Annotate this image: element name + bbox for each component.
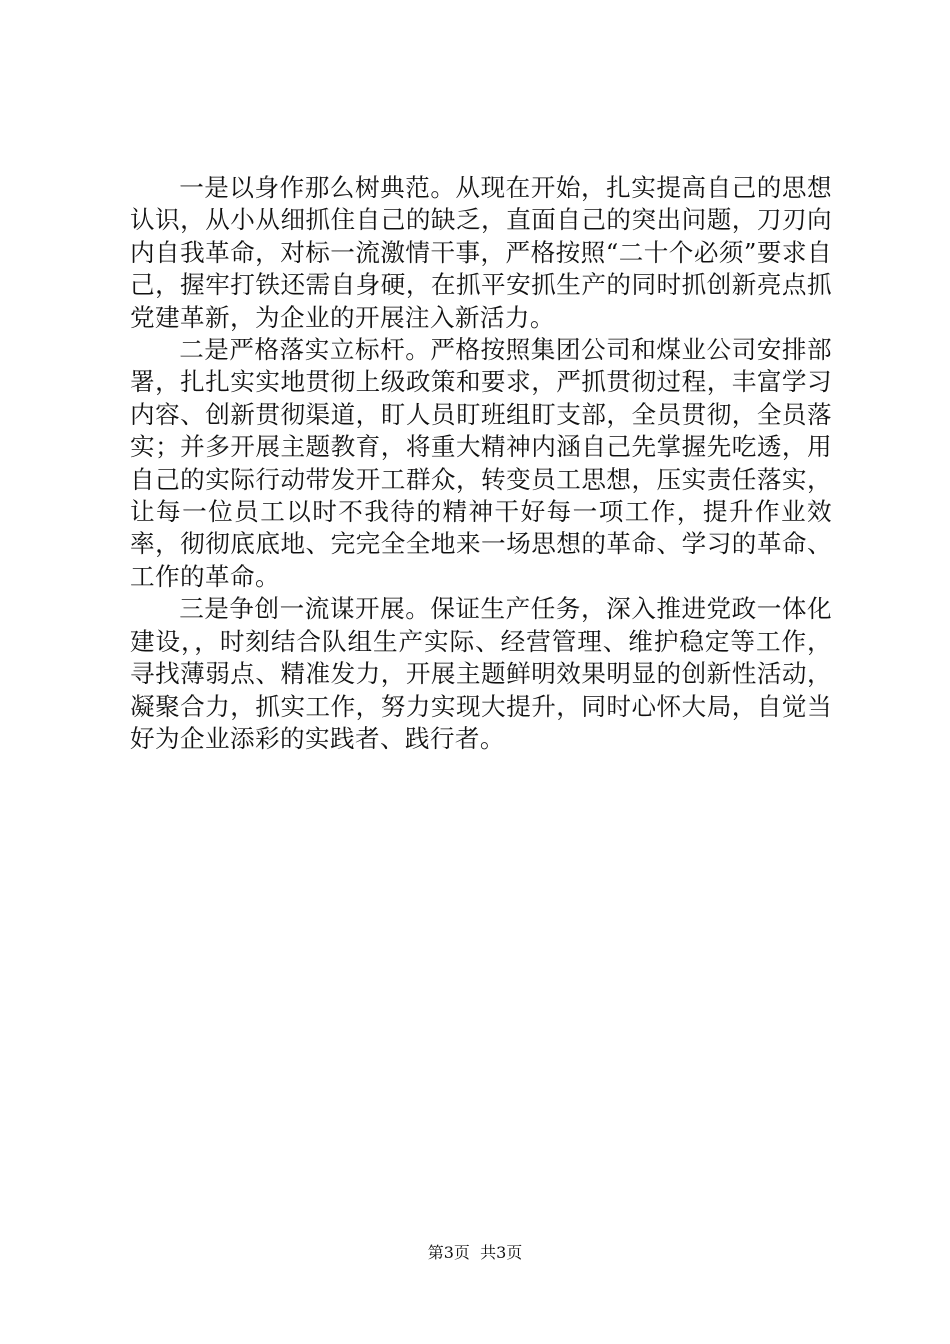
page-footer: 第3页 共3页 (427, 1243, 523, 1262)
paragraph-3: 三是争创一流谋开展。保证生产任务，深入推进党政一体化建设，，时刻结合队组生产实际、经营管理、维护稳定等工作，寻找薄弱点、精准发力，开展主题鲜明效果明显的创新性活动，凝聚合力，抓实工作，努力实现大提升，同时心怀大局，自觉当好为企业添彩的实践者、践行者。 (130, 594, 832, 753)
paragraph-1: 一是以身作那么树典范。从现在开始，扎实提高自己的思想认识，从小从细抓住自己的缺乏，直面自己的突出问题，刀刃向内自我革命，对标一流激情干事，严格按照“二十个必须”要求自己，握牢打铁还需自身硬，在抓平安抓生产的同时抓创新亮点抓党建革新，为企业的开展注入新活力。 (130, 173, 832, 332)
body-text (130, 172, 832, 755)
paragraph-2: 二是严格落实立标杆。严格按照集团公司和煤业公司安排部署，扎扎实实地贯彻上级政策和要求，严抓贯彻过程，丰富学习内容、创新贯彻渠道，盯人员盯班组盯支部，全员贯彻，全员落实；并多开展主题教育，将重大精神内涵自己先掌握先吃透，用自己的实际行动带发开工群众，转变员工思想，压实责任落实，让每一位员工以时不我待的精神干好每一项工作，提升作业效率，彻彻底底地、完完全全地来一场思想的革命、学习的革命、工作的革命。 (130, 335, 832, 591)
